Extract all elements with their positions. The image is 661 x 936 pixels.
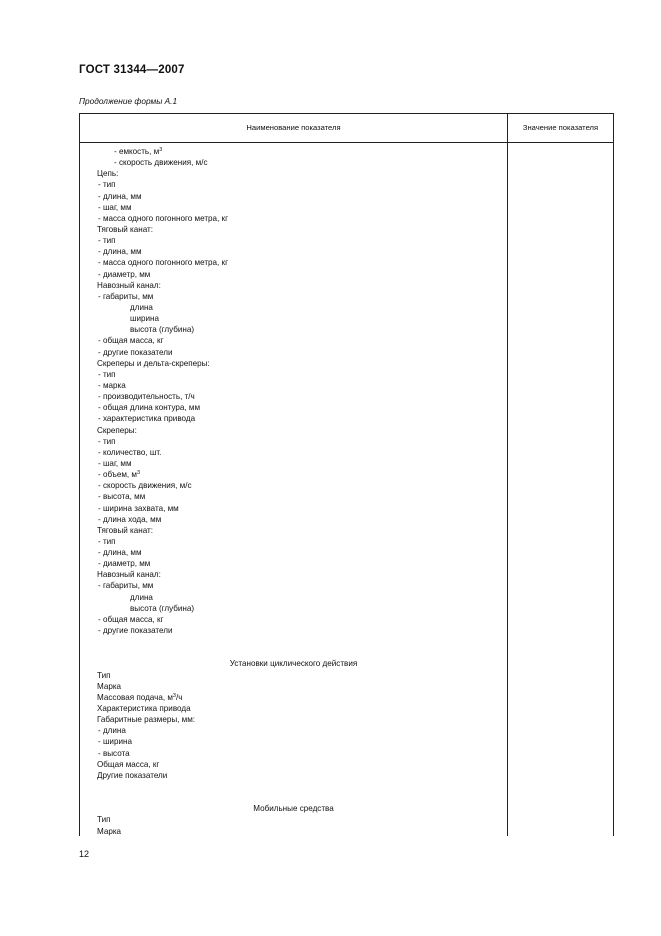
- table-row: [80, 402, 507, 413]
- table-row: [80, 313, 507, 324]
- row-label: Тяговый канат:: [97, 224, 154, 234]
- row-label: - масса одного погонного метра, кг: [98, 258, 229, 268]
- table-row: [80, 491, 507, 502]
- table-rows: [80, 146, 507, 837]
- table-row: [80, 569, 507, 580]
- row-label: - общая длина контура, мм: [98, 403, 201, 413]
- table-row: [80, 235, 507, 246]
- row-label: - общая масса, кг: [98, 336, 164, 346]
- row-label: Навозный канал:: [97, 570, 161, 580]
- row-label: - тип: [98, 236, 116, 246]
- table-row: [80, 458, 507, 469]
- row-label: - объем, м: [98, 470, 137, 480]
- document-code: ГОСТ 31344—2007: [79, 64, 185, 76]
- table-row: [80, 213, 507, 224]
- table-row: [80, 291, 507, 302]
- header-indicator-name: Наименование показателя: [246, 123, 341, 132]
- table-row: [80, 425, 507, 436]
- row-label: - диаметр, мм: [98, 559, 151, 569]
- row-label: Навозный канал:: [97, 280, 161, 290]
- table-row: [80, 703, 507, 714]
- row-label: - марка: [98, 380, 126, 390]
- table-row: [80, 580, 507, 591]
- row-label: Марка: [97, 681, 122, 691]
- table-row: [80, 625, 507, 636]
- table-row: [80, 257, 507, 268]
- row-label: Скреперы:: [97, 425, 137, 435]
- row-superscript: 3: [159, 147, 163, 153]
- table-row: [80, 814, 507, 825]
- row-label: - скорость движения, м/с: [98, 481, 192, 491]
- row-label: Тип: [97, 815, 111, 825]
- section-heading: [80, 803, 507, 814]
- row-label: длина: [130, 592, 153, 602]
- row-label: - тип: [98, 436, 116, 446]
- row-label: Тип: [97, 670, 111, 680]
- table-row: [80, 280, 507, 291]
- row-label: - длина, мм: [98, 548, 142, 558]
- table-row: [80, 269, 507, 280]
- table-row: [80, 157, 507, 168]
- table-row: [80, 347, 507, 358]
- row-label: - производительность, т/ч: [98, 392, 195, 402]
- row-label: - длина хода, мм: [98, 514, 162, 524]
- table-row: [80, 514, 507, 525]
- row-superscript: 3: [172, 692, 176, 699]
- table-row: [80, 503, 507, 514]
- row-label: - характеристика привода: [98, 414, 196, 424]
- row-label: высота (глубина): [130, 603, 195, 613]
- table-row: [80, 447, 507, 458]
- row-label: ширина: [130, 314, 160, 324]
- row-label: - габариты, мм: [98, 581, 154, 591]
- row-label: Цепь:: [97, 169, 119, 179]
- table-row: [80, 736, 507, 747]
- table-row: [80, 191, 507, 202]
- row-label: - диаметр, мм: [98, 269, 151, 279]
- table-row: [80, 335, 507, 346]
- row-label: - длина, мм: [98, 247, 142, 257]
- table-row: [80, 670, 507, 681]
- table-row: [80, 681, 507, 692]
- table-row: [80, 168, 507, 179]
- table-row: [80, 246, 507, 257]
- table-row: [80, 614, 507, 625]
- column-divider: [507, 114, 508, 836]
- spacer-row: [80, 647, 507, 658]
- row-label: Установки циклического действия: [229, 659, 358, 669]
- spacer-row: [80, 792, 507, 803]
- row-label: - высота, мм: [98, 492, 146, 502]
- row-label: - тип: [98, 536, 116, 546]
- row-label: Марка: [97, 826, 122, 836]
- row-label: - шаг, мм: [98, 458, 132, 468]
- table-row: [80, 224, 507, 235]
- table-row: [80, 469, 507, 480]
- table-row: [80, 146, 507, 157]
- row-label: - шаг, мм: [98, 202, 132, 212]
- table-row: [80, 436, 507, 447]
- row-label: - ширина: [98, 737, 132, 747]
- row-label: - количество, шт.: [98, 447, 162, 457]
- table-row: [80, 714, 507, 725]
- table-row: [80, 592, 507, 603]
- row-label: - тип: [98, 180, 116, 190]
- row-label: - длина: [98, 726, 126, 736]
- table-row: [80, 324, 507, 335]
- row-label: - высота: [98, 748, 130, 758]
- table-row: [80, 202, 507, 213]
- table-row: [80, 547, 507, 558]
- row-label: Характеристика привода: [97, 704, 191, 714]
- table-row: [80, 391, 507, 402]
- row-label: - скорость движения, м/с: [114, 158, 208, 168]
- table-row: [80, 603, 507, 614]
- row-label: - длина, мм: [98, 191, 142, 201]
- header-divider: [80, 142, 613, 143]
- form-caption: Продолжение формы А.1: [79, 96, 178, 106]
- table-row: [80, 179, 507, 190]
- table-row: [80, 759, 507, 770]
- table-row: [80, 525, 507, 536]
- row-label: - емкость, м: [114, 147, 160, 156]
- row-label: - ширина захвата, мм: [98, 503, 179, 513]
- table-row: [80, 725, 507, 736]
- row-label: Тяговый канат:: [97, 525, 154, 535]
- table-row: [80, 770, 507, 781]
- table-row: [80, 536, 507, 547]
- table-row: [80, 380, 507, 391]
- row-label: длина: [130, 302, 153, 312]
- row-label: - масса одного погонного метра, кг: [98, 213, 229, 223]
- row-label: - другие показатели: [98, 626, 173, 636]
- row-label-tail: /ч: [175, 692, 183, 702]
- indicator-table: [79, 113, 614, 836]
- row-label: - габариты, мм: [98, 291, 154, 301]
- spacer-row: [80, 781, 507, 792]
- row-label: высота (глубина): [130, 325, 195, 335]
- row-label: Другие показатели: [97, 770, 168, 780]
- table-row: [80, 558, 507, 569]
- page-number: 12: [79, 849, 90, 859]
- row-label: Мобильные средства: [253, 804, 334, 814]
- table-row: [80, 748, 507, 759]
- spacer-row: [80, 636, 507, 647]
- table-row: [80, 358, 507, 369]
- header-indicator-value: Значение показателя: [522, 123, 599, 132]
- section-heading: [80, 658, 507, 669]
- table-row: [80, 413, 507, 424]
- row-label: - другие показатели: [98, 347, 173, 357]
- table-row: [80, 480, 507, 491]
- row-label: Габаритные размеры, мм:: [97, 715, 196, 725]
- row-label: - тип: [98, 369, 116, 379]
- row-label: - общая масса, кг: [98, 614, 164, 624]
- table-row: [80, 369, 507, 380]
- table-row: [80, 302, 507, 313]
- row-label: Массовая подача, м: [97, 692, 173, 702]
- table-row: [80, 826, 507, 837]
- table-row: [80, 692, 507, 703]
- row-label: Общая масса, кг: [97, 759, 160, 769]
- row-label: Скреперы и дельта-скреперы:: [97, 358, 210, 368]
- row-superscript: 3: [137, 470, 141, 477]
